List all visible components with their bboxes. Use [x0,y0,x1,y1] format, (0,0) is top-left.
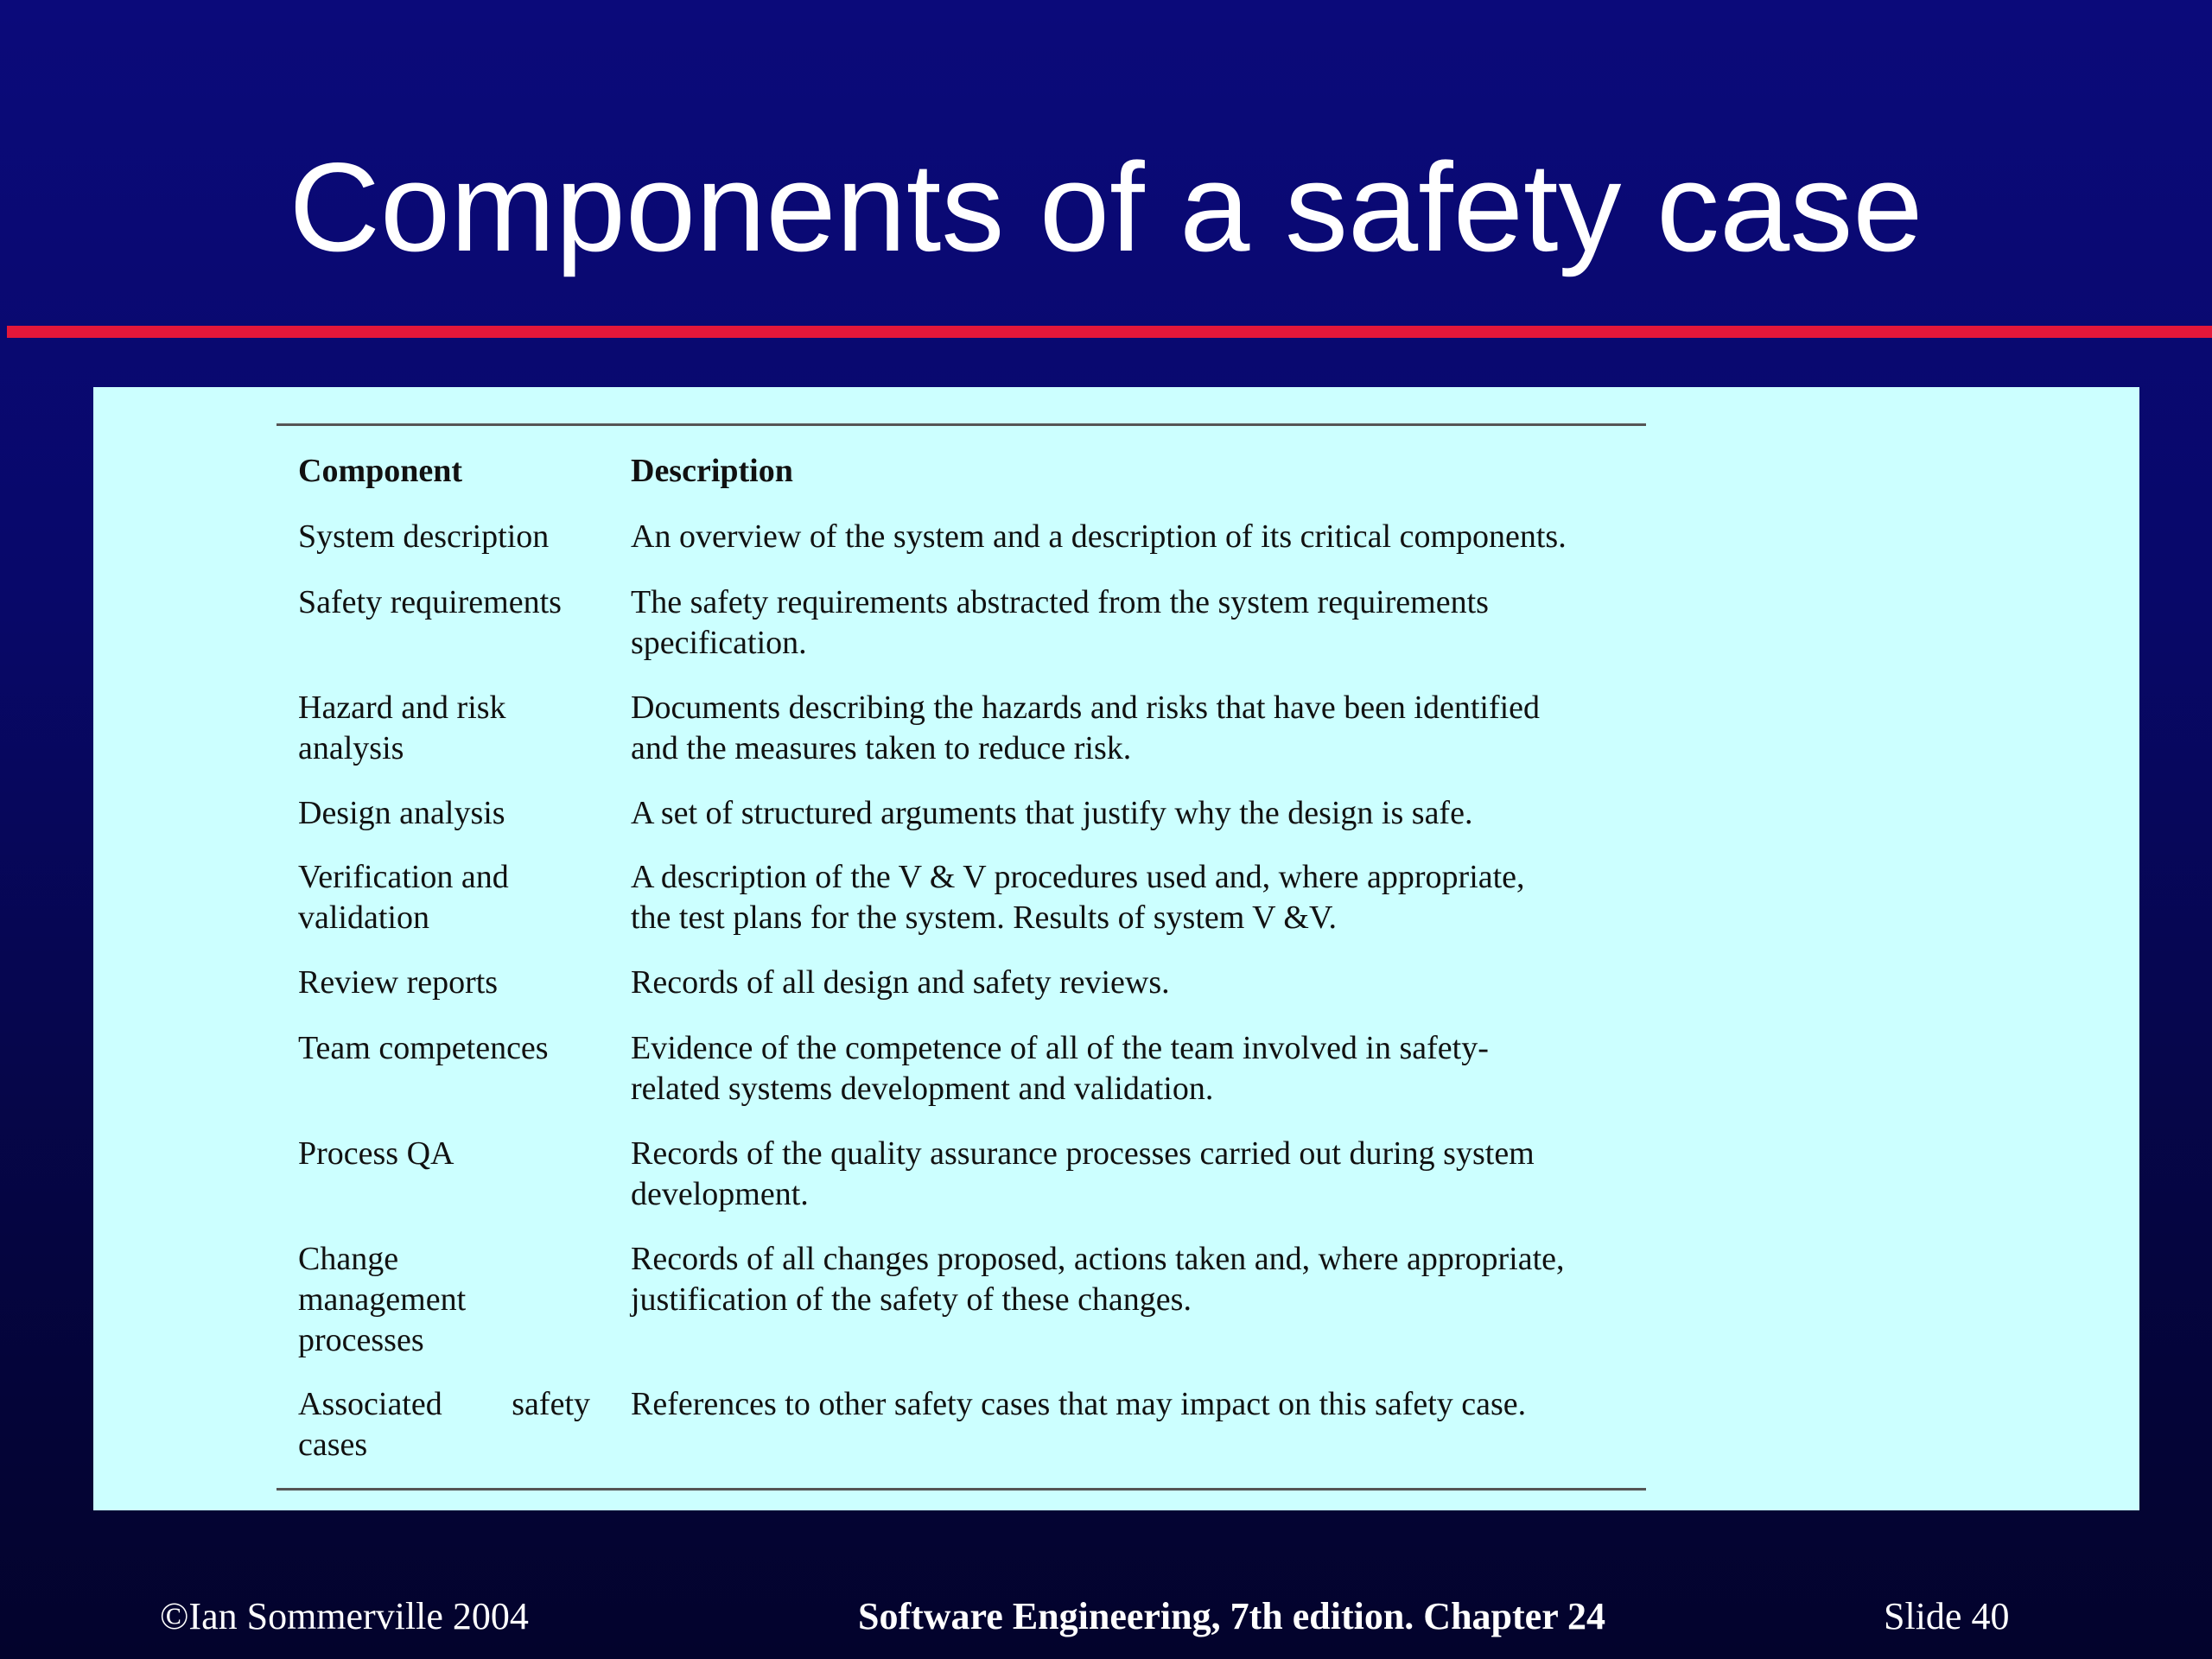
description-cell [631,1028,1489,1109]
description-text: The safety requirements abstracted from the system requirements [631,584,1489,620]
component-text: Verification and [298,859,509,895]
description-cell [631,582,1489,664]
description-text: Records of all changes proposed, actions taken and, where appropriate, [631,1241,1565,1277]
description-text: A description of the V & V procedures used and, where appropriate, [631,859,1525,895]
component-cell [298,517,549,557]
description-text: Records of the quality assurance processes carried out during system [631,1135,1535,1172]
component-text: analysis [298,730,404,766]
component-cell [298,1028,549,1069]
description-cell [631,793,1472,834]
component-cell [298,582,562,623]
description-text: References to other safety cases that may impact on this safety case. [631,1386,1527,1422]
component-text: processes [298,1322,424,1358]
description-text: A set of structured arguments that justify why the design is safe. [631,795,1473,831]
description-cell [631,963,1170,1003]
component-text: Design analysis [298,795,505,831]
component-text-justified [298,1384,590,1425]
slide-title: Components of a safety case [289,137,1923,277]
component-cell [298,793,505,834]
description-text: justification of the safety of these changes. [631,1281,1192,1318]
description-text: the test plans for the system. Results of system V &V. [631,899,1337,936]
description-cell [631,688,1540,769]
description-cell [631,857,1525,938]
description-text: An overview of the system and a description of its critical components. [631,518,1567,555]
component-text: Review reports [298,964,499,1001]
table-bottom-rule [276,1488,1646,1491]
description-text: and the measures taken to reduce risk. [631,730,1132,766]
table-top-rule [276,423,1646,426]
footer-copyright: ©Ian Sommerville 2004 [160,1595,529,1637]
component-cell [298,857,509,938]
component-text: Change [298,1241,399,1277]
description-cell [631,1134,1535,1215]
description-text: Documents describing the hazards and risks that have been identified [631,690,1541,726]
component-text: Safety requirements [298,584,562,620]
component-text: System description [298,518,550,555]
component-word: safety [512,1386,590,1422]
description-text: related systems development and validation. [631,1071,1214,1107]
description-text: Records of all design and safety reviews. [631,964,1170,1001]
component-text: Process QA [298,1135,454,1172]
description-cell [631,1384,1526,1425]
description-cell [631,517,1567,557]
component-cell [298,963,498,1003]
footer-slide-number: Slide 40 [1884,1595,2010,1637]
description-text: development. [631,1176,809,1212]
component-text: validation [298,899,429,936]
component-cell [298,1134,454,1174]
component-word: Associated [298,1386,442,1422]
component-text: management [298,1281,467,1318]
component-cell [298,1384,590,1465]
component-text: Hazard and risk [298,690,506,726]
component-text: cases [298,1427,368,1463]
title-divider [7,326,2212,338]
header-component: Component [298,453,463,489]
header-description: Description [631,453,793,489]
component-cell [298,688,506,769]
footer-book-title: Software Engineering, 7th edition. Chapter 24 [858,1595,1605,1637]
description-cell [631,1239,1565,1320]
description-text: specification. [631,625,807,661]
component-text: Team competences [298,1030,549,1066]
component-cell [298,1239,466,1361]
description-text: Evidence of the competence of all of the team involved in safety- [631,1030,1489,1066]
